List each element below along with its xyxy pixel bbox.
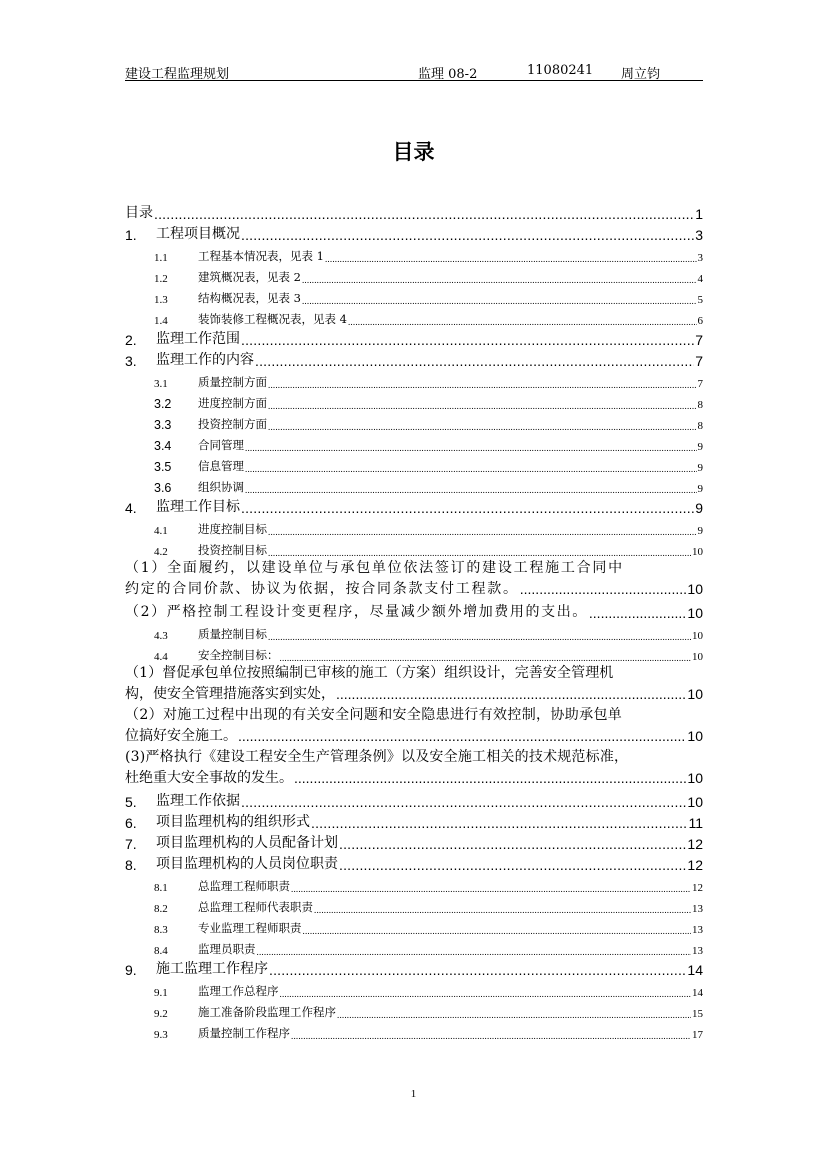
toc-dot-leader bbox=[245, 442, 697, 453]
toc-page-number: 15 bbox=[692, 1008, 703, 1020]
toc-entry-number: 7. bbox=[125, 836, 137, 852]
toc-entry-title-line1: （2）对施工过程中出现的有关安全问题和安全隐患进行有效控制，协助承包单 bbox=[125, 707, 623, 723]
toc-dot-leader bbox=[336, 691, 686, 705]
toc-entry-level2[interactable] bbox=[125, 411, 703, 432]
toc-entry-title: 项目监理机构的人员岗位职责 bbox=[156, 856, 338, 872]
toc-page-number: 9 bbox=[697, 462, 703, 474]
toc-entry-title-line2: 杜绝重大安全事故的发生。 bbox=[125, 770, 293, 786]
toc-entry-title: 监理工作总程序 bbox=[198, 984, 279, 998]
toc-entry-number: 8.2 bbox=[154, 903, 168, 915]
toc-entry-number: 8.1 bbox=[154, 882, 168, 894]
toc-dot-leader bbox=[339, 838, 686, 852]
toc-dot-leader bbox=[268, 379, 697, 390]
toc-entry-level2[interactable] bbox=[125, 1020, 703, 1041]
toc-page-number: 3 bbox=[695, 227, 703, 243]
toc-entry-line2 bbox=[125, 768, 703, 789]
toc-page-number: 8 bbox=[697, 399, 703, 411]
toc-entry-paragraph[interactable] bbox=[125, 747, 703, 789]
toc-page-number: 10 bbox=[687, 770, 703, 786]
toc-dot-leader bbox=[268, 421, 697, 432]
toc-entry-level2[interactable] bbox=[125, 390, 703, 411]
toc-entry-level1[interactable] bbox=[125, 327, 703, 348]
toc-entry-title: 监理工作依据 bbox=[156, 793, 240, 809]
page-header bbox=[125, 60, 703, 81]
toc-dot-leader bbox=[268, 631, 691, 642]
table-of-contents bbox=[125, 201, 703, 1041]
toc-dot-leader bbox=[255, 355, 694, 369]
toc-dot-leader bbox=[291, 1030, 691, 1041]
toc-entry-number: 5. bbox=[125, 794, 137, 810]
toc-entry-number: 3.4 bbox=[154, 439, 172, 453]
toc-entry-level2[interactable] bbox=[125, 894, 703, 915]
toc-dot-leader bbox=[257, 946, 692, 957]
page-title: 目录 bbox=[392, 140, 435, 164]
toc-page-number: 9 bbox=[697, 441, 703, 453]
toc-entry-number: 3.5 bbox=[154, 460, 172, 474]
toc-entry-level2[interactable] bbox=[125, 936, 703, 957]
toc-entry-title: 进度控制方面 bbox=[198, 396, 267, 410]
toc-entry-number: 1. bbox=[125, 227, 137, 243]
toc-entry-number: 3. bbox=[125, 353, 137, 369]
toc-page-number: 13 bbox=[692, 945, 703, 957]
toc-page-number: 10 bbox=[687, 605, 703, 621]
toc-page-number: 6 bbox=[697, 315, 703, 327]
toc-entry-level2[interactable] bbox=[125, 264, 703, 285]
toc-page-number: 9 bbox=[697, 525, 703, 537]
header-course: 监理 08-2 bbox=[418, 67, 478, 82]
toc-dot-leader bbox=[339, 859, 686, 873]
toc-entry-title: 装饰装修工程概况表，见表 4 bbox=[198, 312, 347, 326]
toc-page-number: 14 bbox=[687, 962, 703, 978]
toc-entry-number: 4. bbox=[125, 500, 137, 516]
toc-entry-title: 总监理工程师代表职责 bbox=[198, 900, 313, 914]
toc-entry-title: 质量控制工作程序 bbox=[198, 1026, 290, 1040]
toc-entry-number: 4.2 bbox=[154, 546, 168, 558]
toc-entry-level2[interactable] bbox=[125, 453, 703, 474]
toc-entry-number: 9.3 bbox=[154, 1029, 168, 1041]
toc-entry-number: 3.2 bbox=[154, 397, 172, 411]
toc-entry-title: 监理工作范围 bbox=[156, 331, 240, 347]
toc-entry-paragraph[interactable] bbox=[125, 558, 703, 600]
toc-entry-number: 9.1 bbox=[154, 987, 168, 999]
toc-entry-paragraph[interactable] bbox=[125, 663, 703, 705]
toc-page-number: 9 bbox=[697, 483, 703, 495]
toc-entry-title: 信息管理 bbox=[198, 459, 244, 473]
toc-page-number: 11 bbox=[688, 815, 703, 831]
toc-entry-title: 项目监理机构的人员配备计划 bbox=[156, 835, 338, 851]
toc-entry-number: 1.1 bbox=[154, 252, 168, 264]
toc-entry-number: 8.4 bbox=[154, 945, 168, 957]
toc-entry-level1[interactable] bbox=[125, 348, 703, 369]
toc-entry-level1[interactable] bbox=[125, 831, 703, 852]
toc-page-number: 7 bbox=[697, 378, 703, 390]
toc-entry-title: 项目监理机构的组织形式 bbox=[156, 814, 310, 830]
toc-dot-leader bbox=[269, 964, 686, 978]
toc-entry-level2[interactable] bbox=[125, 285, 703, 306]
toc-page-number: 8 bbox=[697, 420, 703, 432]
toc-entry-paragraph[interactable] bbox=[125, 600, 703, 621]
toc-dot-leader bbox=[294, 775, 686, 789]
toc-entry-number: 1.4 bbox=[154, 315, 168, 327]
toc-entry-level2[interactable] bbox=[125, 621, 703, 642]
toc-dot-leader bbox=[154, 208, 694, 222]
toc-entry-number: 4.1 bbox=[154, 525, 168, 537]
toc-dot-leader bbox=[241, 229, 694, 243]
toc-entry-number: 1.2 bbox=[154, 273, 168, 285]
toc-dot-leader bbox=[241, 796, 686, 810]
toc-entry-level2[interactable] bbox=[125, 516, 703, 537]
toc-page-number: 12 bbox=[692, 882, 703, 894]
toc-entry-line2 bbox=[125, 579, 703, 600]
toc-dot-leader bbox=[268, 526, 697, 537]
toc-dot-leader bbox=[303, 925, 692, 936]
toc-entry-title-line2: 构，使安全管理措施落实到实处， bbox=[125, 686, 335, 702]
toc-page-number: 9 bbox=[695, 500, 703, 516]
toc-entry-number: 4.4 bbox=[154, 651, 168, 663]
toc-entry-number: 6. bbox=[125, 815, 137, 831]
toc-page-number: 17 bbox=[692, 1029, 703, 1041]
toc-entry-title: 结构概况表，见表 3 bbox=[198, 291, 301, 305]
toc-entry-title: 进度控制目标 bbox=[198, 522, 267, 536]
toc-page-number: 10 bbox=[687, 794, 703, 810]
toc-entry-paragraph[interactable] bbox=[125, 705, 703, 747]
toc-entry-title: 施工监理工作程序 bbox=[156, 961, 268, 977]
toc-page-number: 12 bbox=[687, 857, 703, 873]
toc-entry-level1[interactable] bbox=[125, 852, 703, 873]
toc-dot-leader bbox=[280, 652, 692, 663]
toc-entry-number: 4.3 bbox=[154, 630, 168, 642]
toc-dot-leader bbox=[280, 988, 692, 999]
toc-entry-level2[interactable] bbox=[125, 243, 703, 264]
toc-dot-leader bbox=[268, 547, 691, 558]
toc-entry-title: 专业监理工程师职责 bbox=[198, 921, 302, 935]
toc-entry-level1[interactable] bbox=[125, 789, 703, 810]
toc-page-number: 10 bbox=[692, 651, 703, 663]
toc-dot-leader bbox=[241, 502, 694, 516]
toc-page-number: 7 bbox=[695, 332, 703, 348]
toc-entry-title: 工程基本情况表，见表 1 bbox=[198, 249, 324, 263]
toc-entry-title: 目录 bbox=[125, 205, 153, 221]
toc-entry-number: 2. bbox=[125, 332, 137, 348]
toc-page-number: 10 bbox=[692, 630, 703, 642]
toc-entry-title-line1: （1）全面履约，以建设单位与承包单位依法签订的建设工程施工合同中 bbox=[125, 560, 624, 576]
toc-entry-level2[interactable] bbox=[125, 915, 703, 936]
toc-entry-level2[interactable] bbox=[125, 873, 703, 894]
toc-page-number: 5 bbox=[697, 294, 703, 306]
toc-page-number: 13 bbox=[692, 924, 703, 936]
toc-entry-title: 监理员职责 bbox=[198, 942, 256, 956]
toc-dot-leader bbox=[245, 484, 697, 495]
toc-dot-leader bbox=[589, 607, 687, 621]
toc-dot-leader bbox=[238, 733, 686, 747]
toc-entry-number: 1.3 bbox=[154, 294, 168, 306]
toc-page-number: 14 bbox=[692, 987, 703, 999]
toc-entry-level2[interactable] bbox=[125, 642, 703, 663]
toc-entry-level2[interactable] bbox=[125, 537, 703, 558]
toc-page-number: 1 bbox=[695, 206, 703, 222]
header-student-id: 11080241 bbox=[527, 63, 594, 78]
toc-entry-title: 安全控制目标： bbox=[198, 648, 279, 662]
toc-entry-title: 工程项目概况 bbox=[156, 226, 240, 242]
toc-entry-title-line2: 位搞好安全施工。 bbox=[125, 728, 237, 744]
toc-entry-title: 监理工作的内容 bbox=[156, 352, 254, 368]
toc-entry-level1[interactable] bbox=[125, 810, 703, 831]
toc-entry-number: 9.2 bbox=[154, 1008, 168, 1020]
toc-page-number: 12 bbox=[687, 836, 703, 852]
toc-page-number: 10 bbox=[687, 728, 703, 744]
toc-entry-title: 组织协调 bbox=[198, 480, 244, 494]
toc-entry-level2[interactable] bbox=[125, 432, 703, 453]
toc-entry-title: 投资控制目标 bbox=[198, 543, 267, 557]
toc-entry-title: 总监理工程师职责 bbox=[198, 879, 290, 893]
toc-entry-level1[interactable] bbox=[125, 222, 703, 243]
toc-page-number: 3 bbox=[697, 252, 703, 264]
toc-entry-number: 9. bbox=[125, 962, 137, 978]
toc-dot-leader bbox=[241, 334, 694, 348]
toc-entry-title: 建筑概况表，见表 2 bbox=[198, 270, 301, 284]
header-author-name: 周立钧 bbox=[621, 67, 661, 82]
header-document-title: 建设工程监理规划 bbox=[125, 67, 230, 82]
toc-dot-leader bbox=[291, 883, 691, 894]
toc-entry-number: 3.3 bbox=[154, 418, 172, 432]
toc-entry-line2 bbox=[125, 726, 703, 747]
toc-dot-leader bbox=[325, 253, 697, 264]
toc-dot-leader bbox=[302, 274, 697, 285]
toc-dot-leader bbox=[245, 463, 697, 474]
toc-entry-level1[interactable] bbox=[125, 957, 703, 978]
toc-entry-level2[interactable] bbox=[125, 369, 703, 390]
toc-entry-title: 投资控制方面 bbox=[198, 417, 267, 431]
toc-entry-number: 3.6 bbox=[154, 481, 172, 495]
toc-entry-title: （2）严格控制工程设计变更程序，尽量减少额外增加费用的支出。 bbox=[125, 604, 588, 620]
toc-entry-level2[interactable] bbox=[125, 306, 703, 327]
toc-entry-title-line1: （1）督促承包单位按照编制已审核的施工（方案）组织设计，完善安全管理机 bbox=[125, 665, 614, 681]
toc-page-number: 10 bbox=[687, 686, 703, 702]
page-number: 1 bbox=[410, 1088, 417, 1100]
toc-entry-number: 8. bbox=[125, 857, 137, 873]
toc-entry-level2[interactable] bbox=[125, 474, 703, 495]
toc-dot-leader bbox=[268, 400, 697, 411]
toc-entry-title-line1: (3)严格执行《建设工程安全生产管理条例》以及安全施工相关的技术规范标准， bbox=[125, 749, 629, 765]
toc-entry-title: 施工准备阶段监理工作程序 bbox=[198, 1005, 336, 1019]
toc-page-number: 4 bbox=[697, 273, 703, 285]
toc-entry-title-line2: 约定的合同价款、协议为依据，按合同条款支付工程款。 bbox=[125, 581, 519, 597]
toc-entry-number: 8.3 bbox=[154, 924, 168, 936]
toc-page-number: 13 bbox=[692, 903, 703, 915]
toc-entry-title: 质量控制方面 bbox=[198, 375, 267, 389]
toc-page-number: 7 bbox=[695, 353, 703, 369]
toc-dot-leader bbox=[311, 817, 687, 831]
toc-entry-number: 3.1 bbox=[154, 378, 168, 390]
toc-entry-title: 监理工作目标 bbox=[156, 499, 240, 515]
toc-dot-leader bbox=[337, 1009, 691, 1020]
toc-entry-title: 合同管理 bbox=[198, 438, 244, 452]
toc-dot-leader bbox=[348, 316, 697, 327]
toc-entry-title: 质量控制目标 bbox=[198, 627, 267, 641]
toc-entry-level2[interactable] bbox=[125, 999, 703, 1020]
toc-dot-leader bbox=[520, 586, 687, 600]
toc-entry-level1[interactable] bbox=[125, 495, 703, 516]
toc-entry-level1[interactable] bbox=[125, 201, 703, 222]
toc-dot-leader bbox=[314, 904, 691, 915]
toc-dot-leader bbox=[302, 295, 697, 306]
toc-entry-line2 bbox=[125, 684, 703, 705]
toc-page-number: 10 bbox=[687, 581, 703, 597]
toc-page-number: 10 bbox=[692, 546, 703, 558]
toc-entry-level2[interactable] bbox=[125, 978, 703, 999]
